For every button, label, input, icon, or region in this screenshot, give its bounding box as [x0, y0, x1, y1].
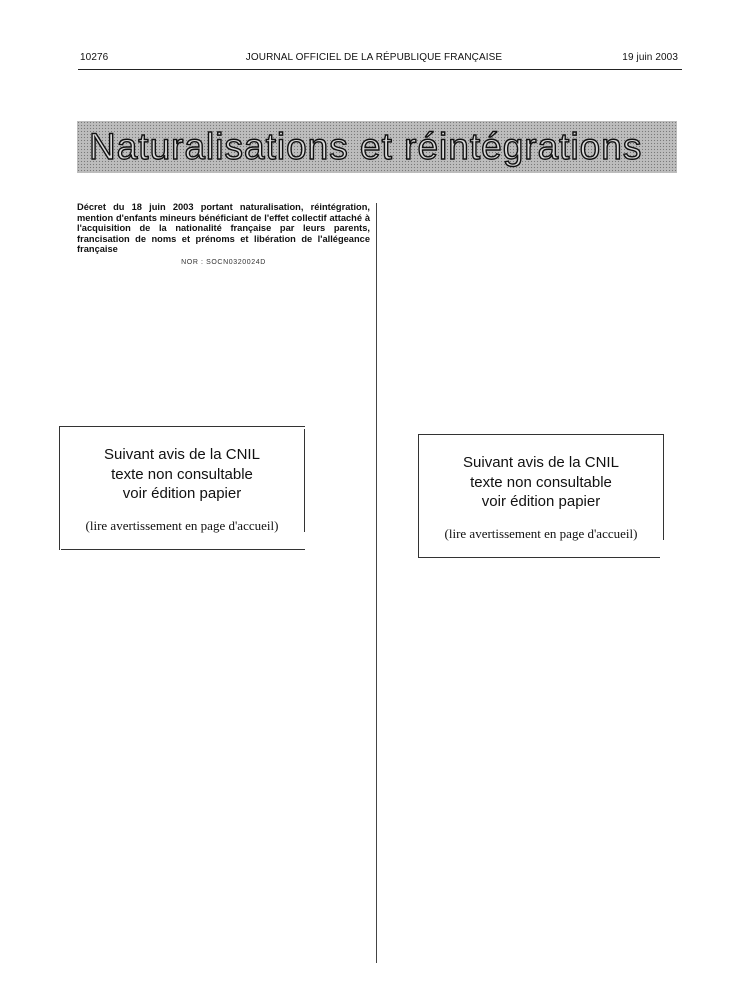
decree-nor: NOR : SOCN0320024D: [181, 259, 266, 266]
decree-title: Décret du 18 juin 2003 portant naturalisation, réintégration, mention d'enfants mineurs bénéficiant de l'effet collectif attaché à l'acquisition de la nationalité française par leurs parents, francisation de noms et prénoms et libération de l'allégeance française: [77, 202, 370, 254]
notice-line-1: Suivant avis de la CNIL: [104, 446, 260, 463]
cnil-notice-left: [59, 426, 305, 550]
journal-title: JOURNAL OFFICIEL DE LA RÉPUBLIQUE FRANÇAISE: [245, 52, 503, 63]
notice-note: (lire avertissement en page d'accueil): [444, 525, 638, 541]
notice-line-3: voir édition papier: [122, 485, 242, 502]
notice-line-1: Suivant avis de la CNIL: [463, 454, 619, 471]
notice-line-2: texte non consultable: [470, 473, 612, 491]
notice-border-left: [418, 434, 419, 558]
page-number: 10276: [80, 52, 109, 63]
notice-border-right: [663, 434, 664, 540]
header-rule: [78, 69, 682, 70]
column-divider: [376, 203, 377, 963]
notice-border-top: [59, 426, 305, 427]
cnil-notice-right: [418, 434, 664, 558]
notice-border-left: [59, 426, 60, 550]
notice-line-3: voir édition papier: [481, 493, 601, 510]
notice-border-bottom: [418, 557, 660, 558]
notice-border-right: [304, 429, 305, 532]
section-banner: [77, 121, 677, 173]
section-title: Naturalisations et réintégrations: [89, 126, 643, 167]
notice-border-top: [418, 434, 664, 435]
issue-date: 19 juin 2003: [622, 52, 678, 63]
notice-border-bottom: [61, 549, 305, 550]
notice-line-2: texte non consultable: [111, 465, 253, 483]
notice-note: (lire avertissement en page d'accueil): [85, 517, 279, 533]
